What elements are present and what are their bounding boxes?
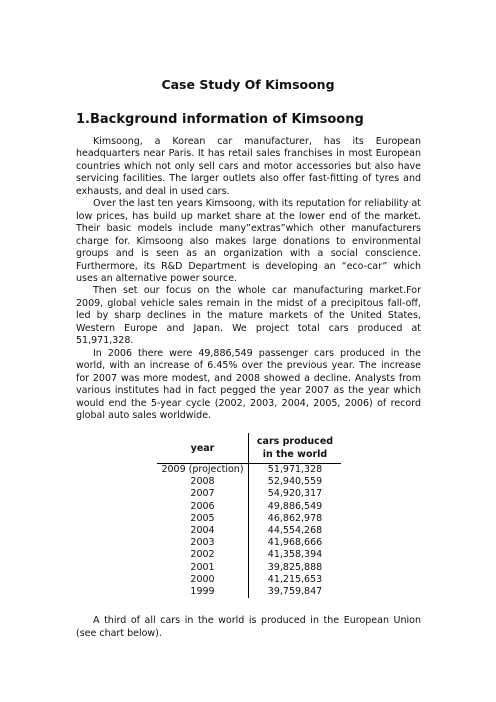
table-row xyxy=(157,537,341,549)
cell-year: 1999 xyxy=(157,586,249,598)
table-row xyxy=(157,464,341,477)
cell-year: 2004 xyxy=(157,525,249,537)
cell-cars-produced: 41,968,666 xyxy=(267,537,323,549)
cell-year: 2009 (projection) xyxy=(157,464,249,477)
table-row xyxy=(157,513,341,525)
paragraph-production-history: In 2006 there were 49,886,549 passenger cars produced in the world, with an increase of 6.45% over the previous year. The increase for 2007 was more modest, and 2008 showed a decline. Analysts from various institutes had in fact pegged the year 2007 as the year which would end the 5-year cycle (2002, 2003, 2004, 2005, 2006) of record global auto sales worldwide. xyxy=(76,347,421,421)
table-row xyxy=(157,488,341,500)
cell-year: 2007 xyxy=(157,488,249,500)
cell-cars-produced: 49,886,549 xyxy=(267,500,323,512)
header-cars-produced xyxy=(249,433,342,464)
paragraph-eu-share: A third of all cars in the world is produced in the European Union (see chart below). xyxy=(76,615,421,639)
table-row xyxy=(157,525,341,537)
header-cars-line1: cars produced xyxy=(256,436,334,447)
table-row xyxy=(157,476,341,488)
table-body xyxy=(157,464,341,599)
paragraph-market-focus: Then set our focus on the whole car manufacturing market.For 2009, global vehicle sales remain in the midst of a precipitous fall-off, led by sharp declines in the mature markets of the United States, Western Europe and Japan. We project total cars produced at 51,971,328. xyxy=(76,285,421,347)
table-row xyxy=(157,574,341,586)
cell-cars-produced: 41,215,653 xyxy=(267,573,323,585)
cell-cars-produced: 39,759,847 xyxy=(267,586,323,598)
cell-year: 2000 xyxy=(157,574,249,586)
header-cars-line2: in the world xyxy=(262,449,328,460)
cell-year: 2005 xyxy=(157,513,249,525)
cell-year: 2006 xyxy=(157,501,249,513)
cell-cars-produced: 54,920,317 xyxy=(267,488,323,500)
table-row xyxy=(157,562,341,574)
background-text xyxy=(76,136,421,422)
header-year: year xyxy=(157,433,249,464)
cell-cars-produced: 41,358,394 xyxy=(267,549,323,561)
table-row xyxy=(157,501,341,513)
cell-cars-produced: 52,940,559 xyxy=(267,476,323,488)
table-row xyxy=(157,586,341,598)
table-row xyxy=(157,549,341,561)
table-header-row xyxy=(157,433,341,464)
section-heading: 1.Background information of Kimsoong xyxy=(76,112,364,127)
cell-year: 2001 xyxy=(157,562,249,574)
production-table xyxy=(157,433,341,598)
cell-year: 2002 xyxy=(157,549,249,561)
paragraph-company-intro: Kimsoong, a Korean car manufacturer, has its European headquarters near Paris. It has retail sales franchises in most European countries which not only sell cars and motor accessories but also have servicing facilities. The larger outlets also offer fast-fitting of tyres and exhausts, and deal in used cars. xyxy=(76,136,421,197)
eu-production-text xyxy=(76,614,421,640)
cell-cars-produced: 51,971,328 xyxy=(267,464,323,475)
cell-cars-produced: 39,825,888 xyxy=(267,561,323,573)
cell-year: 2008 xyxy=(157,476,249,488)
cell-year: 2003 xyxy=(157,537,249,549)
paragraph-market-share: Over the last ten years Kimsoong, with its reputation for reliability at low prices, has build up market share at the lower end of the market. Their basic models include many”extras”which other manufacturers charge for. Kimsoong also makes large donations to environmental groups and is seen as an organization with a social conscience. Furthermore, its R&D Department is developing an “eco-car” which uses an alternative power source. xyxy=(76,198,421,284)
page-title: Case Study Of Kimsoong xyxy=(161,77,335,92)
cell-cars-produced: 46,862,978 xyxy=(267,512,323,524)
cell-cars-produced: 44,554,268 xyxy=(267,525,323,537)
